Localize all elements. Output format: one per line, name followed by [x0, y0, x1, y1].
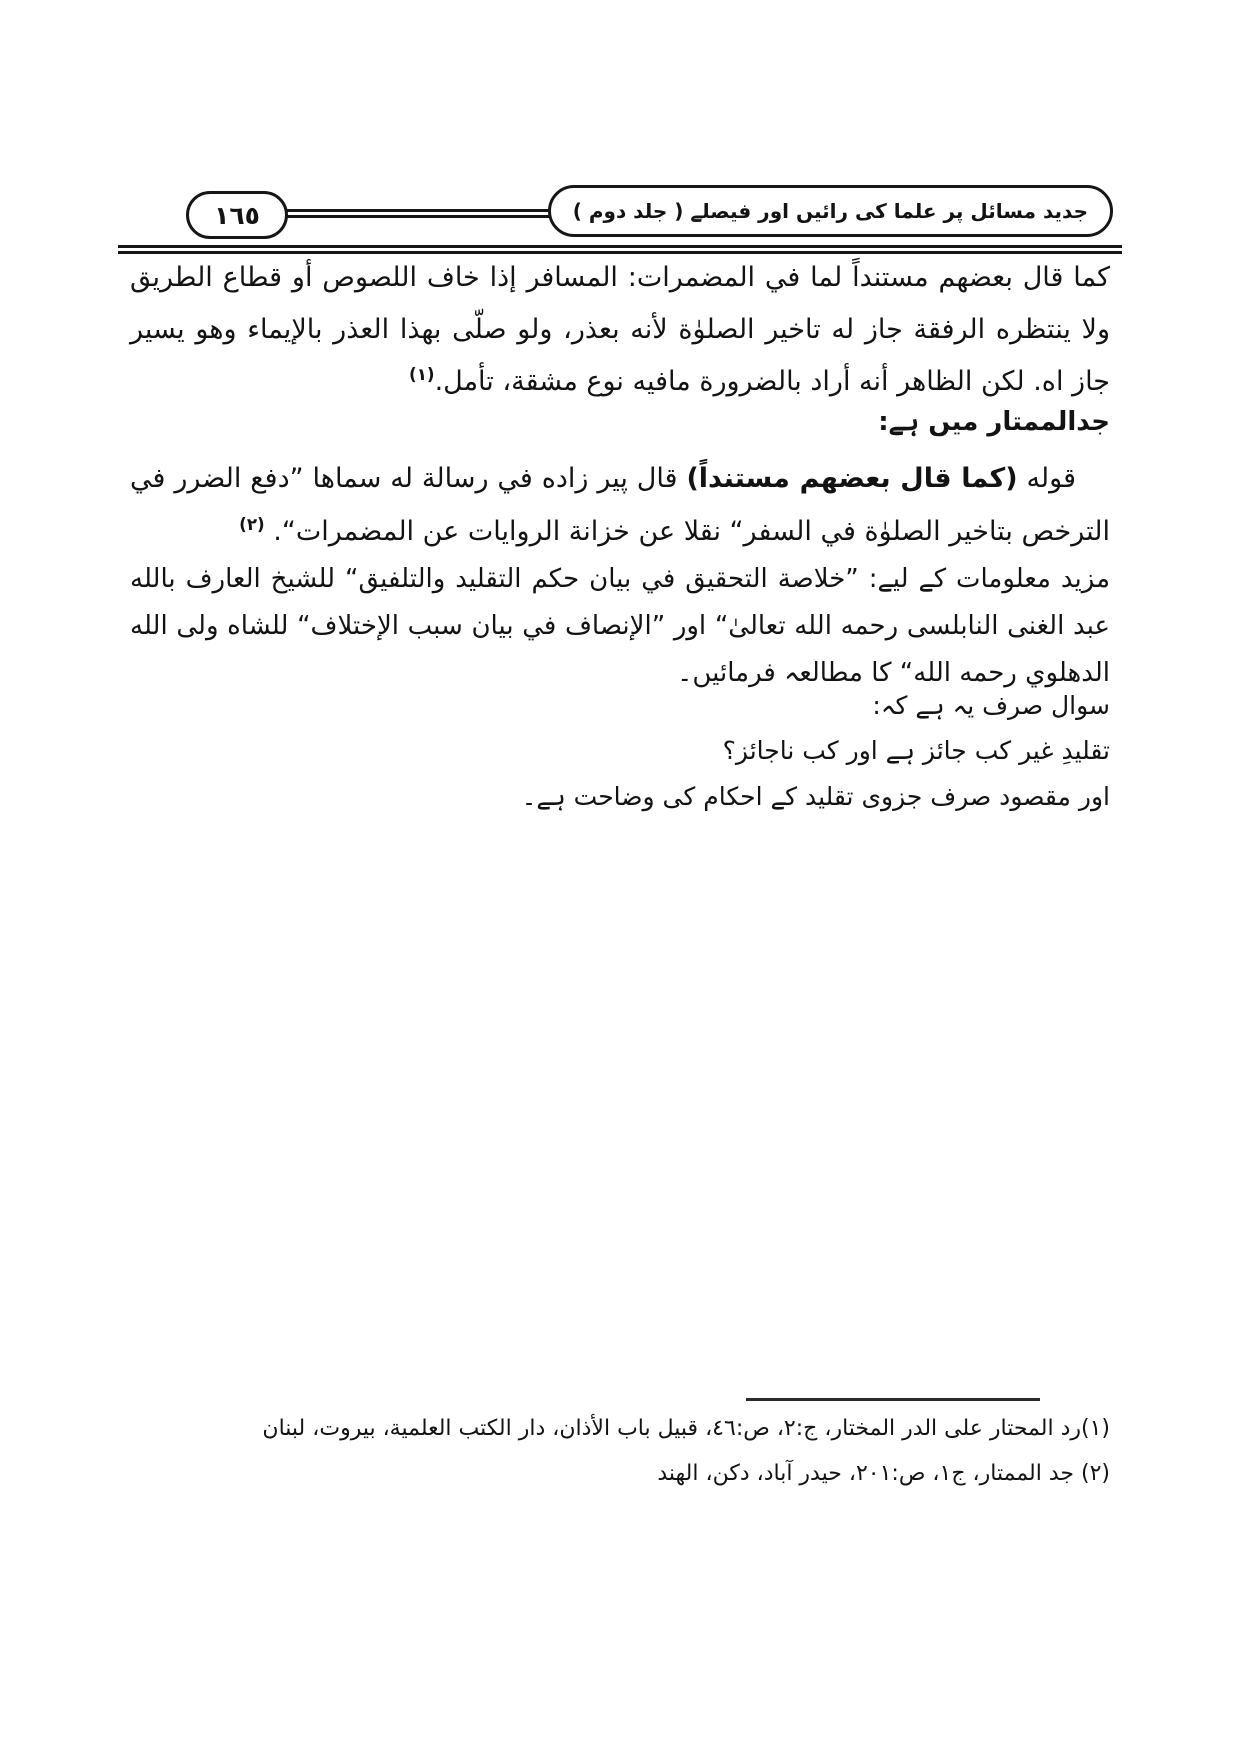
qawluhu-rest: قال پیر زاده في رسالة له سماها ”دفع الضرر في الترخص بتاخير الصلوٰة في السفر“ نقلا عن خزانة الروايات عن المضمرات“. — [130, 463, 1110, 547]
para1-text: كما قال بعضهم مستنداً لما في المضمرات: المسافر إذا خاف اللصوص أو قطاع الطريق ولا ينتظره الرفقة جاز له تاخير الصلوٰة لأنه بعذر، ولو صلّى بهذا العذر بالإيماء وهو يسير جاز اه. — [130, 262, 1110, 397]
footnote-separator — [746, 1398, 1040, 1401]
paragraph-further-reading: مزید معلومات کے لیے: ”خلاصة التحقيق في بيان حكم التقليد والتلفيق“ للشيخ العارف بالله عبد الغنى النابلسى رحمه الله تعالىٰ“ اور ”الإنصاف في بيان سبب الإختلاف“ للشاه ولى الله الدهلوي رحمه الله“ کا مطالعہ فرمائیں۔ — [130, 564, 1110, 688]
footnote-ref-2: (٢) — [239, 514, 265, 534]
qawluhu-lead: قوله — [1017, 463, 1077, 494]
paragraph-arabic-1 — [130, 252, 1110, 408]
footnote-2: (٢) جد الممتار، ج١، ص:٢٠١، حيدر آباد، دكن، الهند — [657, 1461, 1110, 1486]
line-question-1: تقلیدِ غیر کب جائز ہے اور کب ناجائز؟ — [722, 736, 1110, 765]
footnote-ref-1: (١) — [409, 364, 435, 384]
paragraph-arabic-2 — [130, 452, 1110, 558]
line-question-intro: سوال صرف یہ ہے کہ: — [872, 691, 1110, 720]
book-title: جدید مسائل پر علما کی رائیں اور فیصلے ( جلد دوم ) — [572, 199, 1088, 223]
footnote-1: (١)رد المحتار على الدر المختار، ج:٢، ص:٤٦، قبيل باب الأذان، دار الكتب العلمية، بيروت، لبنان — [262, 1416, 1110, 1441]
qawluhu-bold: (كما قال بعضهم مستنداً) — [686, 463, 1018, 494]
page-number-pill — [186, 191, 288, 239]
book-title-pill — [548, 185, 1113, 237]
para2-text: لكن الظاهر أنه أراد بالضرورة مافيه نوع مشقة، تأمل. — [434, 366, 1034, 397]
footnotes-block — [130, 1406, 1110, 1496]
heading-jadd-al-mumtar: جدالممتار میں ہے: — [878, 407, 1110, 437]
page-number: ١٦٥ — [214, 200, 260, 230]
line-question-2: اور مقصود صرف جزوی تقلید کے احکام کی وضاحت ہے۔ — [521, 782, 1110, 811]
